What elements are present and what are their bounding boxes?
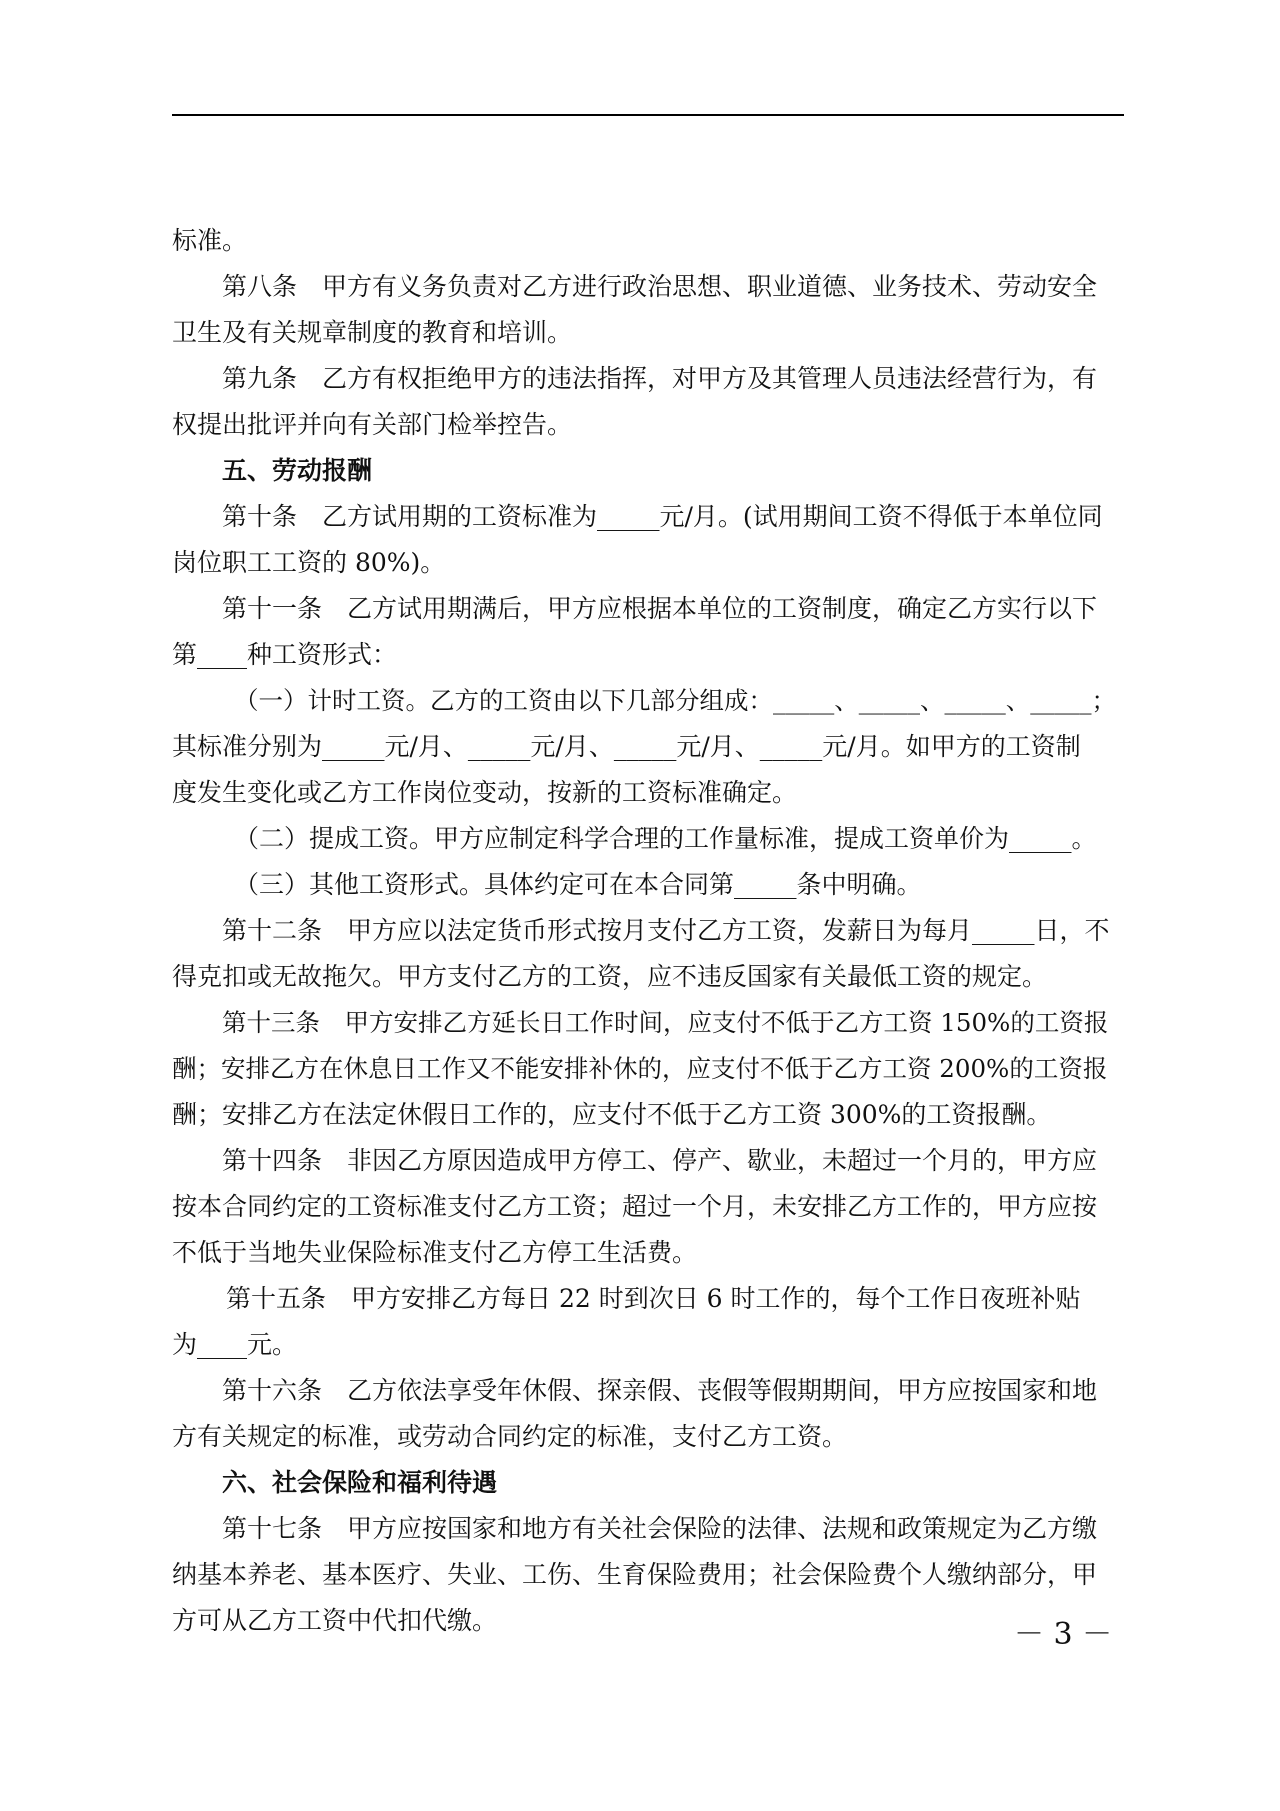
text-line: 其标准分别为_____元/月、_____元/月、_____元/月、_____元/月。如甲方的工资制 [172, 732, 1081, 761]
text-line: 第十四条 非因乙方原因造成甲方停工、停产、歇业，未超过一个月的，甲方应 [222, 1146, 1098, 1175]
text-line: 卫生及有关规章制度的教育和培训。 [172, 318, 573, 347]
text-line: 方有关规定的标准，或劳动合同约定的标准，支付乙方工资。 [172, 1422, 848, 1451]
text-line: 按本合同约定的工资标准支付乙方工资；超过一个月，未安排乙方工作的，甲方应按 [172, 1192, 1098, 1221]
header-rule [172, 114, 1124, 116]
text-line: （一）计时工资。乙方的工资由以下几部分组成：_____、_____、_____、_____； [234, 686, 1116, 715]
text-line: 方可从乙方工资中代扣代缴。 [172, 1606, 498, 1635]
text-line: 度发生变化或乙方工作岗位变动，按新的工资标准确定。 [172, 778, 798, 807]
text-line: 纳基本养老、基本医疗、失业、工伤、生育保险费用；社会保险费个人缴纳部分，甲 [172, 1560, 1098, 1589]
text-line: 酬；安排乙方在休息日工作又不能安排补休的，应支付不低于乙方工资 200%的工资报 [172, 1054, 1108, 1083]
text-line: 第十二条 甲方应以法定货币形式按月支付乙方工资，发薪日为每月_____日，不 [222, 916, 1110, 945]
page-number: － 3 － [1014, 1617, 1113, 1652]
text-line: 第____种工资形式： [172, 640, 398, 669]
text-line: 第八条 甲方有义务负责对乙方进行政治思想、职业道德、业务技术、劳动安全 [222, 272, 1098, 301]
text-line: 酬；安排乙方在法定休假日工作的，应支付不低于乙方工资 300%的工资报酬。 [172, 1100, 1052, 1129]
section-heading: 五、劳动报酬 [222, 456, 373, 485]
text-line: 第十一条 乙方试用期满后，甲方应根据本单位的工资制度，确定乙方实行以下 [222, 594, 1098, 623]
text-line: 第十六条 乙方依法享受年休假、探亲假、丧假等假期期间，甲方应按国家和地 [222, 1376, 1098, 1405]
text-line: 第十五条 甲方安排乙方每日 22 时到次日 6 时工作的，每个工作日夜班补贴 [226, 1284, 1081, 1313]
section-heading: 六、社会保险和福利待遇 [222, 1468, 498, 1497]
text-line: 标准。 [172, 226, 248, 255]
text-line: 得克扣或无故拖欠。甲方支付乙方的工资，应不违反国家有关最低工资的规定。 [172, 962, 1048, 991]
text-line: 权提出批评并向有关部门检举控告。 [172, 410, 573, 439]
text-line: 不低于当地失业保险标准支付乙方停工生活费。 [172, 1238, 698, 1267]
text-line: 岗位职工工资的 80%)。 [172, 548, 446, 577]
text-line: 第十条 乙方试用期的工资标准为_____元/月。(试用期间工资不得低于本单位同 [222, 502, 1103, 531]
text-line: 为____元。 [172, 1330, 298, 1359]
text-line: 第九条 乙方有权拒绝甲方的违法指挥，对甲方及其管理人员违法经营行为，有 [222, 364, 1098, 393]
text-line: 第十三条 甲方安排乙方延长日工作时间，应支付不低于乙方工资 150%的工资报 [222, 1008, 1109, 1037]
text-line: （三）其他工资形式。具体约定可在本合同第_____条中明确。 [234, 870, 922, 899]
text-line: （二）提成工资。甲方应制定科学合理的工作量标准，提成工资单价为_____。 [234, 824, 1097, 853]
text-line: 第十七条 甲方应按国家和地方有关社会保险的法律、法规和政策规定为乙方缴 [222, 1514, 1098, 1543]
